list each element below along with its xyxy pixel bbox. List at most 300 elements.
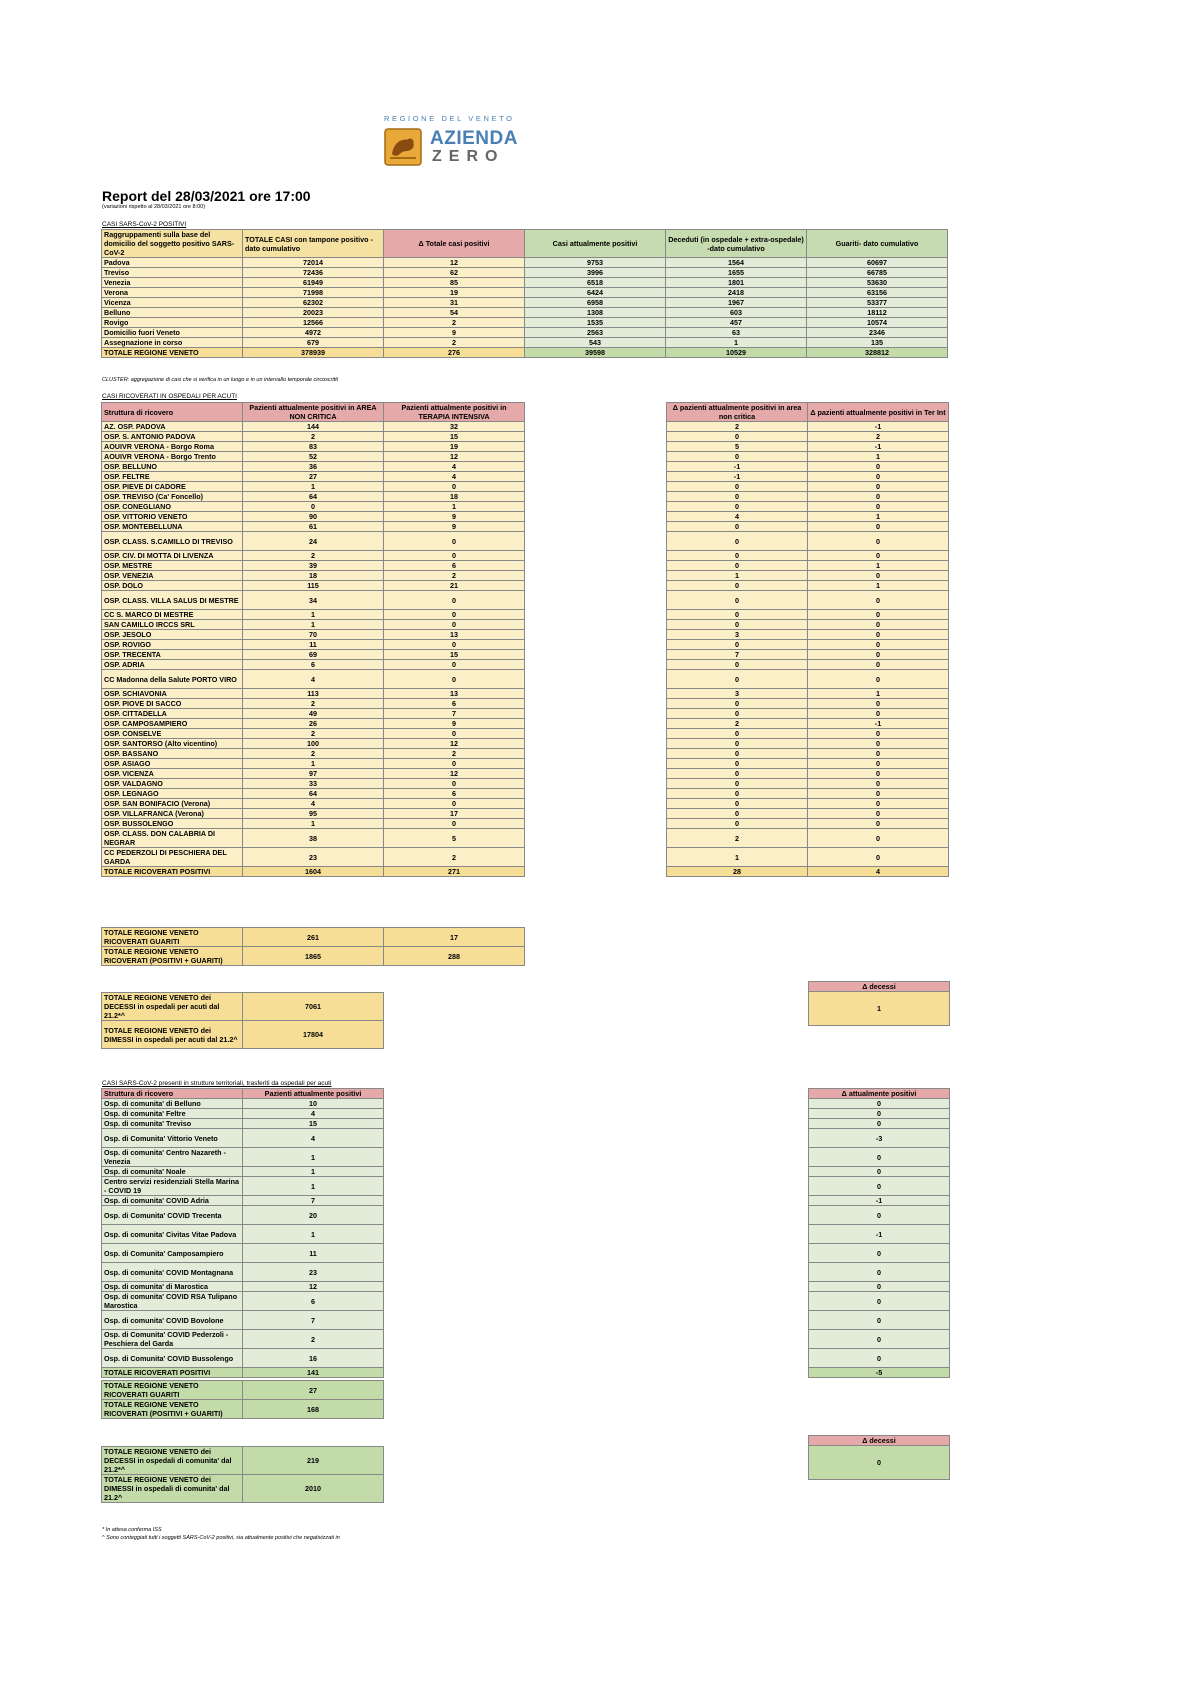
cell-value: 0: [243, 502, 384, 512]
cell-value: 4972: [243, 328, 384, 338]
cell-value: 1: [666, 338, 807, 348]
cell-value: 31: [384, 298, 525, 308]
cell-value: 18: [243, 571, 384, 581]
row-label: Osp. di Comunita' Vittorio Veneto: [102, 1129, 243, 1148]
cell-value: 0: [808, 551, 949, 561]
cell-value: 0: [809, 1244, 950, 1263]
column-header: Δ Totale casi positivi: [384, 230, 525, 258]
cell-value: 49: [243, 709, 384, 719]
table-row: [102, 1206, 384, 1225]
territoriali-decessi-table: [101, 1446, 384, 1503]
cell-value: 0: [808, 532, 949, 551]
cell-value: 15: [384, 432, 525, 442]
cell-value: 95: [243, 809, 384, 819]
table-row: [667, 442, 949, 452]
table-row: [667, 749, 949, 759]
cell-value: 4: [384, 462, 525, 472]
row-label: Verona: [102, 288, 243, 298]
report-subtitle: (variazioni rispetto al 28/03/2021 ore 8:00): [102, 204, 206, 210]
table-row: [102, 571, 525, 581]
cell-value: 9: [384, 328, 525, 338]
row-label: OSP. ADRIA: [102, 660, 243, 670]
table-row: [667, 561, 949, 571]
table-row: [102, 452, 525, 462]
row-label: Vicenza: [102, 298, 243, 308]
cell-value: 10: [243, 1099, 384, 1109]
table-row: [102, 1167, 384, 1177]
row-label: OSP. BUSSOLENGO: [102, 819, 243, 829]
cell-value: 72436: [243, 268, 384, 278]
territoriali-table: [101, 1088, 384, 1378]
cell-value: 0: [809, 1330, 950, 1349]
table-row: [809, 1225, 950, 1244]
row-label: Osp. di comunita' Centro Nazareth - Venezia: [102, 1148, 243, 1167]
cell-value: 543: [525, 338, 666, 348]
cell-value: 63: [666, 328, 807, 338]
cell-value: 603: [666, 308, 807, 318]
cell-value: 0: [667, 789, 808, 799]
cell-value: 0: [809, 1099, 950, 1109]
row-label: OSP. VALDAGNO: [102, 779, 243, 789]
column-header: Struttura di ricovero: [102, 403, 243, 422]
table-row: [102, 729, 525, 739]
table-row: [102, 1148, 384, 1167]
row-label: Osp. di comunita' COVID Adria: [102, 1196, 243, 1206]
cell-value: 4: [243, 1109, 384, 1119]
table-row: [667, 829, 949, 848]
cell-value: 9753: [525, 258, 666, 268]
table-row: [667, 403, 949, 422]
table-row: [809, 1089, 950, 1099]
row-label: Belluno: [102, 308, 243, 318]
table-row: [102, 432, 525, 442]
cell-value: 7: [384, 709, 525, 719]
cell-value: 36: [243, 462, 384, 472]
cell-value: 83: [243, 442, 384, 452]
row-label: Assegnazione in corso: [102, 338, 243, 348]
cell-value: 0: [667, 699, 808, 709]
column-header: Casi attualmente positivi: [525, 230, 666, 258]
row-label: Osp. di comunita' di Marostica: [102, 1282, 243, 1292]
table-row: [102, 1349, 384, 1368]
cell-value: 33: [243, 779, 384, 789]
decessi-label: TOTALE REGIONE VENETO dei DECESSI in ospedali per acuti dal 21.2*^: [102, 993, 243, 1021]
table-row: [102, 1109, 384, 1119]
table-row: [102, 779, 525, 789]
table-row: [667, 591, 949, 610]
table-row: [102, 689, 525, 699]
table-row: [102, 610, 525, 620]
table-row: [809, 1292, 950, 1311]
cell-value: 0: [384, 799, 525, 809]
table-row: [667, 482, 949, 492]
cell-value: 0: [808, 660, 949, 670]
guariti-label: TOTALE REGIONE VENETO RICOVERATI GUARITI: [102, 928, 243, 947]
cell-value: 6: [384, 561, 525, 571]
row-label: OSP. SANTORSO (Alto vicentino): [102, 739, 243, 749]
cell-value: 0: [808, 809, 949, 819]
cell-value: 1: [243, 1177, 384, 1196]
cell-value: 0: [808, 709, 949, 719]
cell-value: 21: [384, 581, 525, 591]
row-label: OSP. CIV. DI MOTTA DI LIVENZA: [102, 551, 243, 561]
column-header: Raggruppamenti sulla base del domicilio del soggetto positivo SARS-CoV-2: [102, 230, 243, 258]
ospedali-guariti-table: [101, 927, 525, 966]
table-row: [667, 630, 949, 640]
ter-positivi-guariti-label: TOTALE REGIONE VENETO RICOVERATI (POSITIVI + GUARITI): [102, 1400, 243, 1419]
cell-value: 0: [808, 630, 949, 640]
table-row: [102, 1282, 384, 1292]
cell-value: 1: [808, 452, 949, 462]
cell-value: 0: [808, 482, 949, 492]
row-label: Osp. di comunita' COVID Montagnana: [102, 1263, 243, 1282]
cell-value: 0: [808, 729, 949, 739]
table-row: [667, 610, 949, 620]
cell-value: -1: [808, 422, 949, 432]
cell-value: 66785: [807, 268, 948, 278]
cell-value: 0: [384, 610, 525, 620]
total-label: TOTALE REGIONE VENETO: [102, 348, 243, 358]
cell-value: 61: [243, 522, 384, 532]
total-label: TOTALE RICOVERATI POSITIVI: [102, 1368, 243, 1378]
cell-value: 0: [384, 551, 525, 561]
row-label: Domicilio fuori Veneto: [102, 328, 243, 338]
cell-value: 0: [808, 819, 949, 829]
cell-value: 1: [243, 620, 384, 630]
cell-value: 2: [243, 749, 384, 759]
table-row: [102, 829, 525, 848]
cell-value: 0: [667, 640, 808, 650]
table-row: [102, 670, 525, 689]
cell-value: 1: [243, 759, 384, 769]
cell-value: 0: [667, 492, 808, 502]
cell-value: 17: [384, 809, 525, 819]
cell-value: 1308: [525, 308, 666, 318]
column-header: Δ attualmente positivi: [809, 1089, 950, 1099]
table-row: [667, 769, 949, 779]
table-row: [809, 1330, 950, 1349]
row-label: OSP. BASSANO: [102, 749, 243, 759]
table-row: [102, 1119, 384, 1129]
cell-value: 64: [243, 492, 384, 502]
table-row: [102, 620, 525, 630]
table-row: [102, 462, 525, 472]
row-label: Osp. di comunita' Feltre: [102, 1109, 243, 1119]
table-row: [102, 512, 525, 522]
table-row: [102, 650, 525, 660]
ter-guariti-label: TOTALE REGIONE VENETO RICOVERATI GUARITI: [102, 1381, 243, 1400]
table-row: [809, 1311, 950, 1330]
cell-value: 1: [243, 819, 384, 829]
table-row: [102, 1330, 384, 1349]
cell-value: 6: [384, 699, 525, 709]
cell-value: 0: [808, 759, 949, 769]
cell-value: 0: [808, 571, 949, 581]
cell-value: 54: [384, 308, 525, 318]
row-label: AOUIVR VERONA - Borgo Trento: [102, 452, 243, 462]
table-row: [809, 1282, 950, 1292]
row-label: Osp. di comunita' Civitas Vitae Padova: [102, 1225, 243, 1244]
cell-value: -1: [667, 462, 808, 472]
row-label: Centro servizi residenziali Stella Marina - COVID 19: [102, 1177, 243, 1196]
cell-value: 9: [384, 512, 525, 522]
cell-value: 0: [667, 522, 808, 532]
row-label: Osp. di comunita' Treviso: [102, 1119, 243, 1129]
cell-value: 12566: [243, 318, 384, 328]
dimessi-value: 17804: [243, 1021, 384, 1049]
cell-value: 5: [667, 442, 808, 452]
cell-value: 0: [384, 729, 525, 739]
row-label: OSP. CLASS. VILLA SALUS DI MESTRE: [102, 591, 243, 610]
row-label: CC S. MARCO DI MESTRE: [102, 610, 243, 620]
total-value: 276: [384, 348, 525, 358]
cell-value: -1: [808, 719, 949, 729]
column-header: Deceduti (in ospedale + extra-ospedale) -dato cumulativo: [666, 230, 807, 258]
cell-value: 7: [243, 1311, 384, 1330]
cell-value: 2: [243, 551, 384, 561]
table-row: [102, 789, 525, 799]
table-row: [102, 1196, 384, 1206]
cell-value: 12: [243, 1282, 384, 1292]
cell-value: 115: [243, 581, 384, 591]
cell-value: 1: [243, 482, 384, 492]
column-header: TOTALE CASI con tampone positivo - dato cumulativo: [243, 230, 384, 258]
column-header: Guariti- dato cumulativo: [807, 230, 948, 258]
positivi-guariti-terapia-intensiva: 288: [384, 947, 525, 966]
cell-value: 26: [243, 719, 384, 729]
row-label: OSP. S. ANTONIO PADOVA: [102, 432, 243, 442]
row-label: OSP. ASIAGO: [102, 759, 243, 769]
cell-value: 3: [667, 630, 808, 640]
cell-value: 61949: [243, 278, 384, 288]
cell-value: 23: [243, 848, 384, 867]
table-row: [102, 258, 948, 268]
total-label: TOTALE RICOVERATI POSITIVI: [102, 867, 243, 877]
table-row: [102, 482, 525, 492]
table-row: [667, 452, 949, 462]
cell-value: 0: [809, 1292, 950, 1311]
cell-value: 0: [809, 1349, 950, 1368]
cell-value: 13: [384, 630, 525, 640]
column-header: Δ pazienti attualmente positivi in area non critica: [667, 403, 808, 422]
table-row: [667, 432, 949, 442]
table-row: [102, 1225, 384, 1244]
positivi-guariti-label: TOTALE REGIONE VENETO RICOVERATI (POSITIVI + GUARITI): [102, 947, 243, 966]
row-label: OSP. MONTEBELLUNA: [102, 522, 243, 532]
cell-value: 6: [384, 789, 525, 799]
cell-value: 0: [384, 670, 525, 689]
table-row: [667, 620, 949, 630]
table-row: [102, 1368, 384, 1378]
table-row: [667, 422, 949, 432]
table-row: [102, 532, 525, 551]
cell-value: 64: [243, 789, 384, 799]
cell-value: 2563: [525, 328, 666, 338]
cell-value: 2: [384, 571, 525, 581]
table-row: [667, 502, 949, 512]
logo-region-text: REGIONE DEL VENETO: [384, 114, 515, 123]
table-row: [102, 328, 948, 338]
table-row: [667, 640, 949, 650]
territoriali-delta-table: [808, 1088, 950, 1378]
cell-value: 1: [384, 502, 525, 512]
row-label: OSP. FELTRE: [102, 472, 243, 482]
row-label: CC PEDERZOLI DI PESCHIERA DEL GARDA: [102, 848, 243, 867]
cell-value: 16: [243, 1349, 384, 1368]
cell-value: 1655: [666, 268, 807, 278]
cell-value: 1: [243, 610, 384, 620]
cell-value: 1967: [666, 298, 807, 308]
table-row: [102, 759, 525, 769]
cell-value: 0: [809, 1206, 950, 1225]
cell-value: 53630: [807, 278, 948, 288]
table-row: [102, 719, 525, 729]
table-row: [667, 571, 949, 581]
cell-value: 0: [667, 561, 808, 571]
cell-value: 70: [243, 630, 384, 640]
table-row: [809, 1148, 950, 1167]
guariti-terapia-intensiva: 17: [384, 928, 525, 947]
total-value: 1604: [243, 867, 384, 877]
cell-value: 0: [667, 759, 808, 769]
delta-decessi-value: 1: [809, 992, 950, 1026]
table-row: [102, 591, 525, 610]
ospedali-delta-decessi-table: [808, 981, 950, 1026]
total-value: 4: [808, 867, 949, 877]
cell-value: 2346: [807, 328, 948, 338]
row-label: AOUIVR VERONA - Borgo Roma: [102, 442, 243, 452]
cell-value: -1: [808, 442, 949, 452]
cell-value: -1: [809, 1196, 950, 1206]
cell-value: 0: [808, 749, 949, 759]
cell-value: 6: [243, 1292, 384, 1311]
table-row: [809, 1446, 950, 1480]
cell-value: 0: [809, 1148, 950, 1167]
cell-value: 0: [808, 650, 949, 660]
cell-value: 6958: [525, 298, 666, 308]
cell-value: 0: [667, 581, 808, 591]
table-row: [667, 709, 949, 719]
row-label: OSP. SCHIAVONIA: [102, 689, 243, 699]
cell-value: 13: [384, 689, 525, 699]
table-row: [102, 298, 948, 308]
table-row: [102, 472, 525, 482]
table-row: [667, 522, 949, 532]
cell-value: 2: [384, 318, 525, 328]
cell-value: 1: [243, 1167, 384, 1177]
table-row: [102, 769, 525, 779]
row-label: AZ. OSP. PADOVA: [102, 422, 243, 432]
cell-value: 0: [384, 660, 525, 670]
total-value: 141: [243, 1368, 384, 1378]
cell-value: 0: [809, 1311, 950, 1330]
cell-value: 0: [808, 591, 949, 610]
territoriali-delta-decessi-table: [808, 1435, 950, 1480]
table-row: [809, 1099, 950, 1109]
cell-value: 0: [667, 769, 808, 779]
table-row: [102, 551, 525, 561]
dimessi-label: TOTALE REGIONE VENETO dei DIMESSI in ospedali per acuti dal 21.2^: [102, 1021, 243, 1049]
table-row: [809, 1368, 950, 1378]
cell-value: 0: [809, 1109, 950, 1119]
positivi-guariti-area-non-critica: 1865: [243, 947, 384, 966]
ospedali-section-title: CASI RICOVERATI IN OSPEDALI PER ACUTI: [102, 393, 237, 400]
table-row: [667, 719, 949, 729]
cell-value: 19: [384, 442, 525, 452]
table-row: [102, 422, 525, 432]
cell-value: 11: [243, 1244, 384, 1263]
row-label: Osp. di Comunita' COVID Bussolengo: [102, 1349, 243, 1368]
cell-value: 1: [667, 848, 808, 867]
cell-value: 85: [384, 278, 525, 288]
cell-value: 1: [808, 581, 949, 591]
cell-value: 1535: [525, 318, 666, 328]
cell-value: 12: [384, 769, 525, 779]
table-row: [102, 268, 948, 278]
cell-value: 2: [384, 338, 525, 348]
cell-value: 0: [808, 492, 949, 502]
cell-value: 0: [667, 660, 808, 670]
cell-value: 0: [667, 799, 808, 809]
cell-value: 0: [808, 620, 949, 630]
cell-value: 63156: [807, 288, 948, 298]
table-row: [102, 581, 525, 591]
cell-value: 6518: [525, 278, 666, 288]
row-label: OSP. CAMPOSAMPIERO: [102, 719, 243, 729]
ter-dimessi-label: TOTALE REGIONE VENETO dei DIMESSI in ospedali di comunita' dal 21.2^: [102, 1475, 243, 1503]
cell-value: 0: [384, 591, 525, 610]
cell-value: 3: [667, 689, 808, 699]
cell-value: 0: [808, 799, 949, 809]
row-label: OSP. CITTADELLA: [102, 709, 243, 719]
cell-value: 1: [808, 512, 949, 522]
table-row: [667, 789, 949, 799]
cell-value: 0: [808, 739, 949, 749]
row-label: OSP. VICENZA: [102, 769, 243, 779]
cell-value: 2: [243, 1330, 384, 1349]
table-row: [102, 1381, 384, 1400]
table-row: [667, 670, 949, 689]
cell-value: 53377: [807, 298, 948, 308]
row-label: OSP. SAN BONIFACIO (Verona): [102, 799, 243, 809]
table-row: [102, 809, 525, 819]
row-label: OSP. CONEGLIANO: [102, 502, 243, 512]
cell-value: 9: [384, 719, 525, 729]
column-header: Δ pazienti attualmente positivi in Ter Int: [808, 403, 949, 422]
cell-value: -1: [809, 1225, 950, 1244]
cell-value: 1801: [666, 278, 807, 288]
row-label: Venezia: [102, 278, 243, 288]
cell-value: 0: [808, 779, 949, 789]
cell-value: 18112: [807, 308, 948, 318]
row-label: OSP. TRECENTA: [102, 650, 243, 660]
cell-value: 39: [243, 561, 384, 571]
table-row: [809, 1349, 950, 1368]
table-row: [102, 1129, 384, 1148]
table-row: [102, 1021, 384, 1049]
cell-value: 0: [667, 670, 808, 689]
footnote-2: ^ Sono conteggiati tutti i soggetti SARS-CoV-2 positivi, sia attualmente positivi che negativizzati in: [102, 1535, 340, 1541]
cell-value: 0: [808, 522, 949, 532]
cell-value: 0: [667, 432, 808, 442]
table-row: [667, 779, 949, 789]
cell-value: 1: [667, 571, 808, 581]
total-value: 328812: [807, 348, 948, 358]
ospedali-decessi-table: [101, 992, 384, 1049]
cell-value: -3: [809, 1129, 950, 1148]
cell-value: 69: [243, 650, 384, 660]
row-label: OSP. VILLAFRANCA (Verona): [102, 809, 243, 819]
